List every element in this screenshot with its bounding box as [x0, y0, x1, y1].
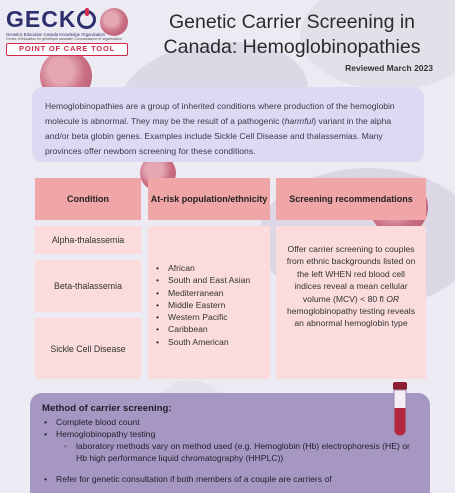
method-sublist: [62, 440, 418, 464]
logo-subline-french: Centre d'éducation en génétique canadien Connaissance et organisation: [6, 37, 122, 41]
condition-sickle-cell-disease: Sickle Cell Disease: [35, 318, 141, 379]
recommendation-cell: Offer carrier screening to couples from ethnic backgrounds listed on the left WHEN red blood cell indices reveal a mean cellular volume (MCV) < 80 fl OR hemoglobinopathy testing reveals an abnormal hemoglobin type: [276, 226, 426, 379]
method-title: Method of carrier screening:: [42, 403, 172, 414]
header-recommendations: Screening recommendations: [276, 178, 426, 220]
referral-item: • Refer for genetic consultation if both members of a couple are carriers of: [42, 473, 418, 485]
list-item: • South American: [156, 336, 270, 348]
logo-o-icon: [77, 10, 96, 29]
list-item: ◦ laboratory methods vary on method used (e.g. Hemoglobin (Hb) electrophoresis (HE) or Hb high performance liquid chromatography (HHPLC)): [62, 440, 418, 464]
condition-beta-thalassemia: Beta-thalassemia: [35, 260, 141, 312]
reviewed-date: Reviewed March 2023: [345, 63, 433, 73]
page-title: Genetic Carrier Screening in Canada: Hemoglobinopathies: [163, 11, 421, 58]
intro-emphasis: harmful: [284, 116, 314, 126]
gecko-logo: GECK Genetics Education Canada Knowledge Organization Centre d'éducation en génétique canadien Connaissance et organisation POINT OF CARE TOOL: [6, 6, 128, 56]
method-box: [30, 393, 430, 493]
population-cell: [148, 226, 270, 379]
list-item: • Complete blood count: [42, 416, 418, 428]
population-list: [156, 262, 270, 348]
logo-subline: Genetics Education Canada Knowledge Organization: [6, 32, 105, 37]
list-item: • African: [156, 262, 270, 274]
header-condition: Condition: [35, 178, 141, 220]
list-item: • Western Pacific: [156, 311, 270, 323]
method-list: [42, 416, 418, 485]
list-item: • South and East Asian: [156, 274, 270, 286]
blood-tube-icon: [386, 382, 414, 440]
condition-alpha-thalassemia: Alpha-thalassemia: [35, 226, 141, 254]
recommendation-or: OR: [386, 293, 400, 304]
intro-box: Hemoglobinopathies are a group of inherited conditions where production of the hemoglobin molecule is abnormal. They may be the result of a pathogenic (harmful) variant in the alpha and/or beta globin genes. Examples include Sickle Cell Disease and thalassemias. Many provinces offer newborn screening for these conditions.: [32, 87, 424, 162]
list-item: • Hemoglobinopathy testing ◦ laboratory methods vary on method used (e.g. Hemoglobin (Hb) electrophoresis (HE) or Hb high performance liquid chromatography (HHPLC)): [42, 428, 418, 464]
header-population: At-risk population/ethnicity: [148, 178, 270, 220]
list-item: • Caribbean: [156, 323, 270, 335]
list-item: • Middle Eastern: [156, 299, 270, 311]
point-of-care-badge: POINT OF CARE TOOL: [6, 43, 128, 56]
list-item: • Mediterranean: [156, 287, 270, 299]
